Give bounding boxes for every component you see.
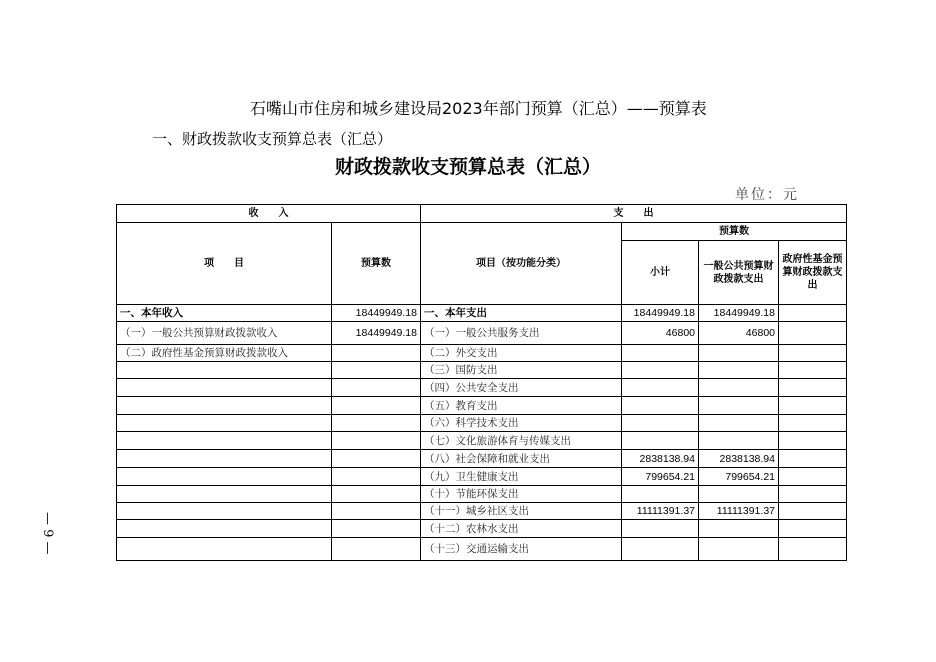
table-row — [117, 432, 847, 450]
gov-fund-cell — [779, 520, 847, 538]
gov-fund-cell — [779, 379, 847, 397]
income-item-cell: （二）政府性基金预算财政拨款收入 — [117, 345, 332, 362]
general-public-cell — [699, 345, 779, 362]
income-amount-cell — [332, 397, 421, 415]
table-row — [117, 322, 847, 345]
page-number: — 9 — — [40, 512, 55, 555]
subtotal-cell — [622, 379, 699, 397]
table-row — [117, 538, 847, 561]
income-amount-cell — [332, 379, 421, 397]
subtotal-cell: 799654.21 — [622, 468, 699, 486]
subtotal-header: 小计 — [622, 241, 699, 305]
unit-label: 单位：元 — [735, 187, 799, 203]
subtotal-cell — [622, 538, 699, 561]
table-title: 财政拨款收支预算总表（汇总） — [334, 156, 601, 178]
table-row — [117, 468, 847, 486]
item-header: 项 目 — [117, 223, 332, 305]
gov-fund-cell — [779, 362, 847, 379]
table-row — [117, 486, 847, 503]
expense-item-cell: 一、本年支出 — [421, 305, 622, 322]
income-item-cell — [117, 520, 332, 538]
income-amount-cell — [332, 415, 421, 432]
subtotal-cell: 11111391.37 — [622, 503, 699, 520]
budget-table — [116, 204, 847, 561]
income-amount-cell: 18449949.18 — [332, 322, 421, 345]
general-public-header: 一般公共预算财政拨款支出 — [699, 241, 779, 305]
table-row — [117, 362, 847, 379]
subtotal-cell: 46800 — [622, 322, 699, 345]
table-row — [117, 450, 847, 468]
income-amount-cell — [332, 538, 421, 561]
expense-item-cell: （七）文化旅游体育与传媒支出 — [421, 432, 622, 450]
gov-fund-cell — [779, 305, 847, 322]
income-item-cell — [117, 397, 332, 415]
general-public-cell: 799654.21 — [699, 468, 779, 486]
income-amount-cell — [332, 432, 421, 450]
subtotal-cell — [622, 397, 699, 415]
general-public-cell: 11111391.37 — [699, 503, 779, 520]
income-item-cell — [117, 486, 332, 503]
table-row — [117, 305, 847, 322]
expense-item-cell: （六）科学技术支出 — [421, 415, 622, 432]
table-row — [117, 345, 847, 362]
general-public-cell — [699, 538, 779, 561]
expense-item-cell: （十）节能环保支出 — [421, 486, 622, 503]
general-public-cell: 46800 — [699, 322, 779, 345]
expense-item-cell: （二）外交支出 — [421, 345, 622, 362]
income-amount-cell — [332, 520, 421, 538]
general-public-cell: 2838138.94 — [699, 450, 779, 468]
gov-fund-header: 政府性基金预算财政拨款支出 — [779, 241, 847, 305]
budget-header: 预算数 — [332, 223, 421, 305]
expense-item-cell: （五）教育支出 — [421, 397, 622, 415]
document-title: 石嘴山市住房和城乡建设局2023年部门预算（汇总）——预算表 — [250, 99, 707, 118]
income-item-cell: （一）一般公共预算财政拨款收入 — [117, 322, 332, 345]
general-public-cell — [699, 362, 779, 379]
income-item-cell: 一、本年收入 — [117, 305, 332, 322]
subtotal-cell — [622, 362, 699, 379]
expense-item-cell: （九）卫生健康支出 — [421, 468, 622, 486]
expense-item-cell: （十一）城乡社区支出 — [421, 503, 622, 520]
expense-item-cell: （十二）农林水支出 — [421, 520, 622, 538]
table-row — [117, 415, 847, 432]
income-item-cell — [117, 503, 332, 520]
table-row — [117, 379, 847, 397]
subtotal-cell — [622, 520, 699, 538]
income-amount-cell — [332, 345, 421, 362]
expense-item-cell: （四）公共安全支出 — [421, 379, 622, 397]
income-amount-cell: 18449949.18 — [332, 305, 421, 322]
expense-item-cell: （一）一般公共服务支出 — [421, 322, 622, 345]
gov-fund-cell — [779, 468, 847, 486]
gov-fund-cell — [779, 322, 847, 345]
gov-fund-cell — [779, 538, 847, 561]
gov-fund-cell — [779, 503, 847, 520]
table-row — [117, 520, 847, 538]
item-by-function-header: 项目（按功能分类） — [421, 223, 622, 305]
section-heading: 一、财政拨款收支预算总表（汇总） — [152, 130, 393, 148]
income-amount-cell — [332, 450, 421, 468]
income-item-cell — [117, 468, 332, 486]
income-amount-cell — [332, 468, 421, 486]
gov-fund-cell — [779, 432, 847, 450]
income-amount-cell — [332, 503, 421, 520]
subtotal-cell — [622, 432, 699, 450]
table-row — [117, 397, 847, 415]
income-item-cell — [117, 362, 332, 379]
general-public-cell — [699, 486, 779, 503]
general-public-cell — [699, 397, 779, 415]
expense-header: 支 出 — [421, 205, 847, 223]
income-item-cell — [117, 450, 332, 468]
income-amount-cell — [332, 486, 421, 503]
income-item-cell — [117, 538, 332, 561]
general-public-cell — [699, 415, 779, 432]
table-row — [117, 503, 847, 520]
income-item-cell — [117, 415, 332, 432]
gov-fund-cell — [779, 486, 847, 503]
gov-fund-cell — [779, 450, 847, 468]
budget-group-header: 预算数 — [622, 223, 847, 241]
subtotal-cell: 2838138.94 — [622, 450, 699, 468]
general-public-cell — [699, 379, 779, 397]
income-header: 收 入 — [117, 205, 421, 223]
gov-fund-cell — [779, 345, 847, 362]
general-public-cell: 18449949.18 — [699, 305, 779, 322]
subtotal-cell — [622, 486, 699, 503]
subtotal-cell: 18449949.18 — [622, 305, 699, 322]
expense-item-cell: （十三）交通运输支出 — [421, 538, 622, 561]
subtotal-cell — [622, 415, 699, 432]
gov-fund-cell — [779, 415, 847, 432]
income-amount-cell — [332, 362, 421, 379]
expense-item-cell: （八）社会保障和就业支出 — [421, 450, 622, 468]
general-public-cell — [699, 432, 779, 450]
gov-fund-cell — [779, 397, 847, 415]
general-public-cell — [699, 520, 779, 538]
income-item-cell — [117, 379, 332, 397]
income-item-cell — [117, 432, 332, 450]
expense-item-cell: （三）国防支出 — [421, 362, 622, 379]
subtotal-cell — [622, 345, 699, 362]
